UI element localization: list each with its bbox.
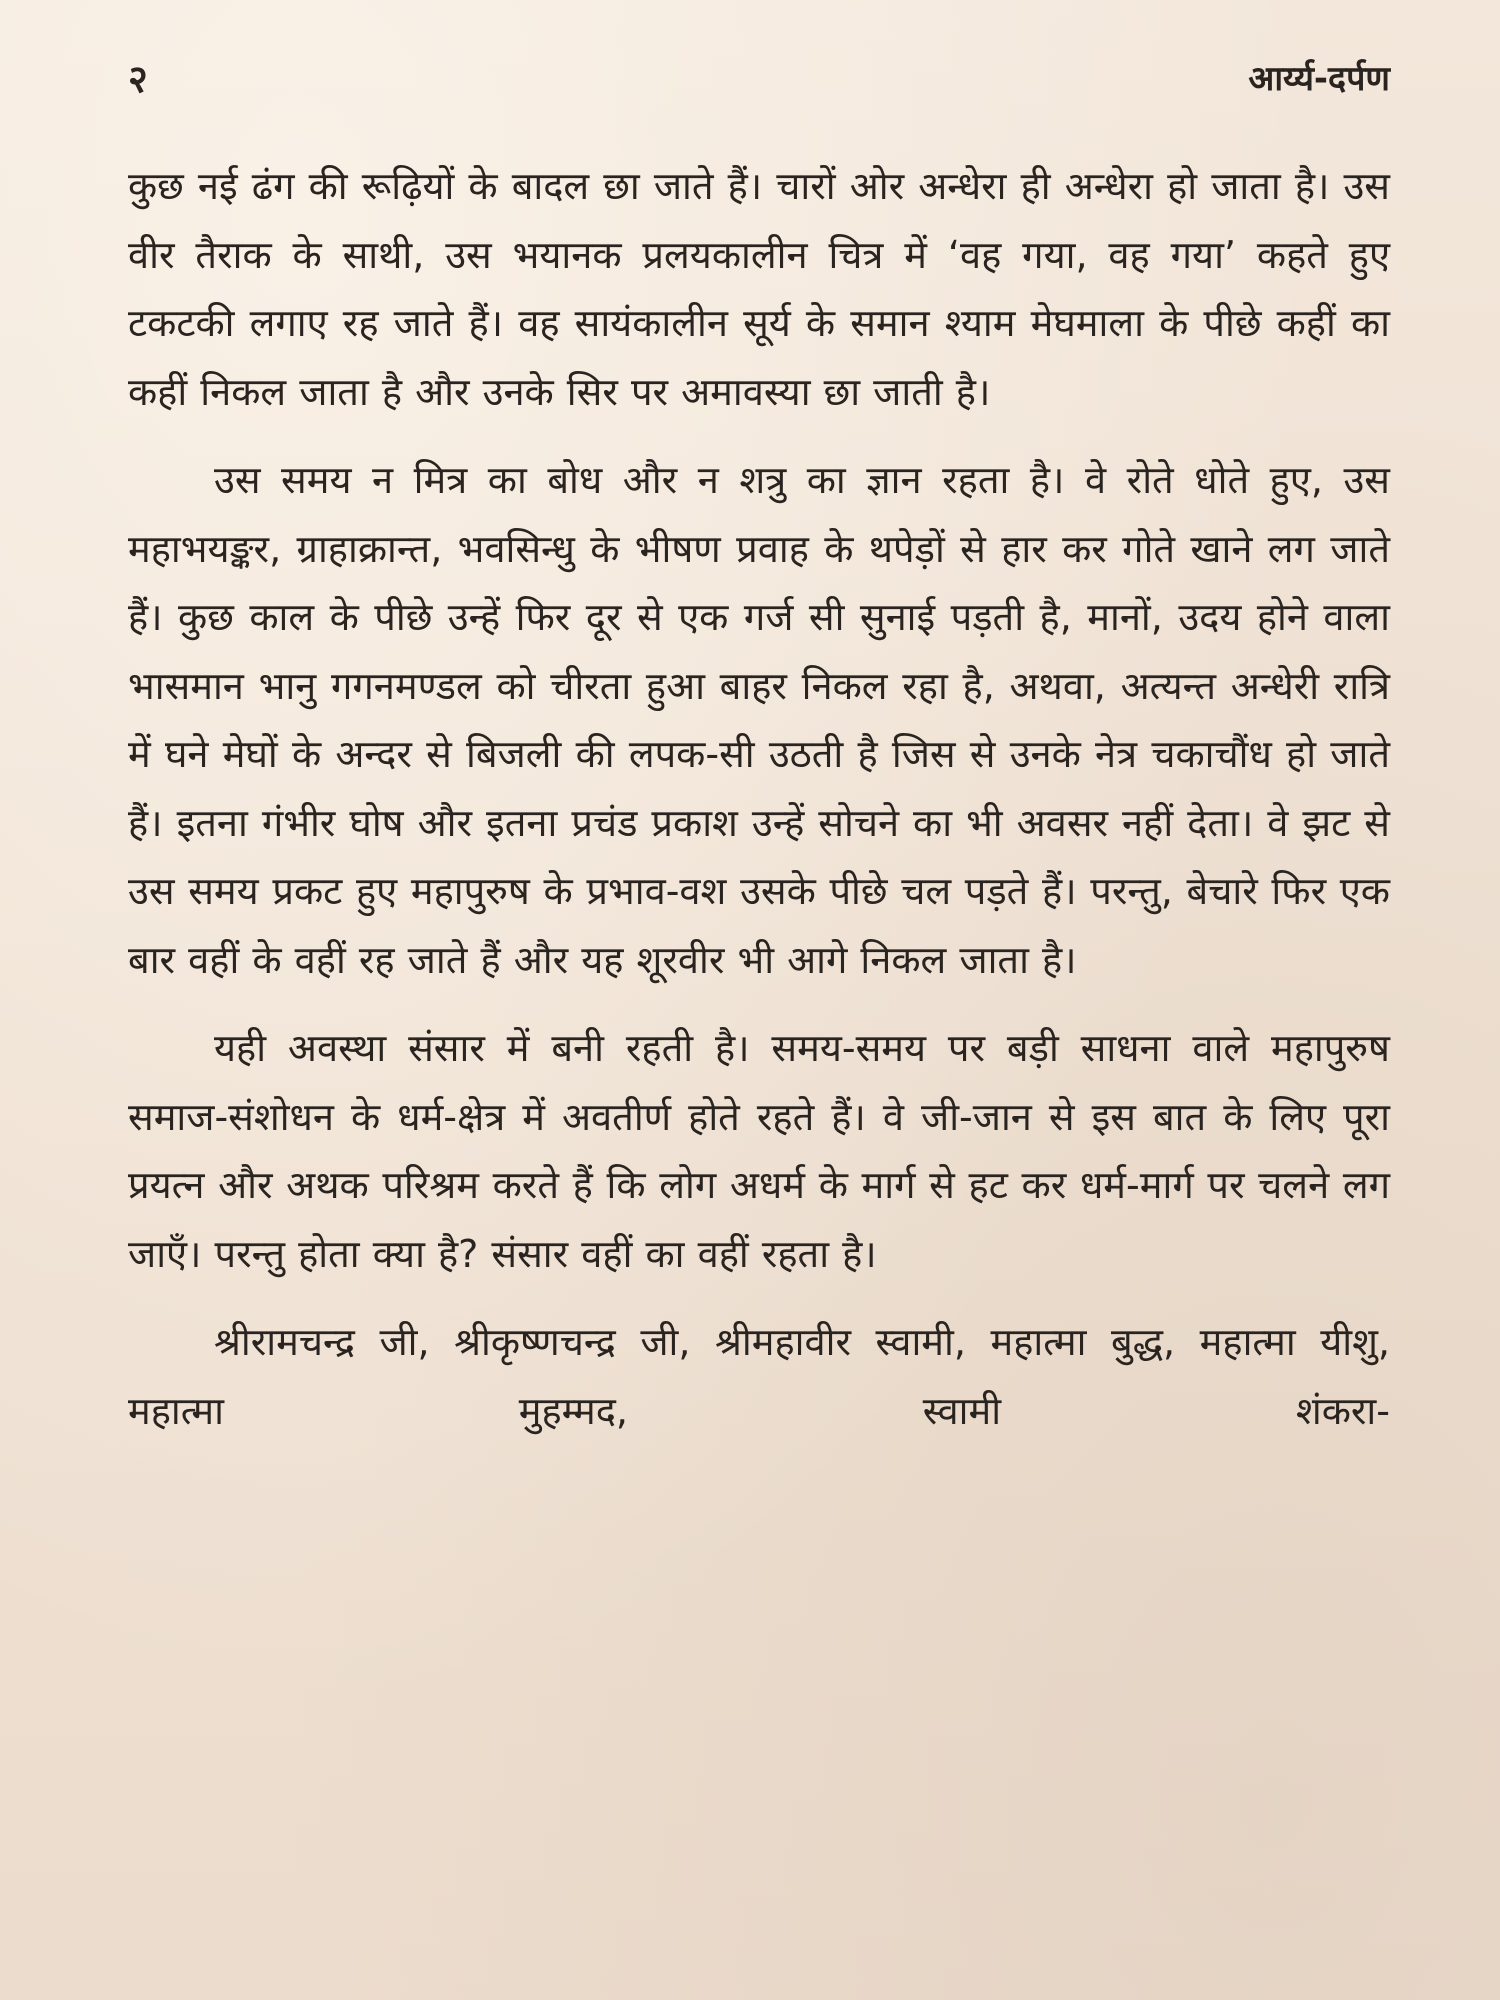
page-number: २: [128, 57, 148, 101]
paragraph-2: उस समय न मित्र का बोध और न शत्रु का ज्ञान रहता है। वे रोते धोते हुए, उस महाभयङ्कर, ग्राहाक्रान्त, भवसिन्धु के भीषण प्रवाह के थपेड़ों से हार कर गोते खाने लग जाते हैं। कुछ काल के पीछे उन्हें फिर दूर से एक गर्ज सी सुनाई पड़ती है, मानों, उदय होने वाला भासमान भानु गगनमण्डल को चीरता हुआ बाहर निकल रहा है, अथवा, अत्यन्त अन्धेरी रात्रि में घने मेघों के अन्दर से बिजली की लपक-सी उठती है जिस से उनके नेत्र चकाचौंध हो जाते हैं। इतना गंभीर घोष और इतना प्रचंड प्रकाश उन्हें सोचने का भी अवसर नहीं देता। वे झट से उस समय प्रकट हुए महापुरुष के प्रभाव-वश उसके पीछे चल पड़ते हैं। परन्तु, बेचारे फिर एक बार वहीं के वहीं रह जाते हैं और यह शूरवीर भी आगे निकल जाता है।: [128, 458, 1390, 982]
running-title: आर्य्य-दर्पण: [1248, 59, 1390, 99]
paragraph-4: श्रीरामचन्द्र जी, श्रीकृष्णचन्द्र जी, श्रीमहावीर स्वामी, महात्मा बुद्ध, महात्मा यीशु, महात्मा मुहम्मद, स्वामी शंकरा-: [128, 1320, 1390, 1433]
paragraph-1: कुछ नई ढंग की रूढ़ियों के बादल छा जाते हैं। चारों ओर अन्धेरा ही अन्धेरा हो जाता है। उस वीर तैराक के साथी, उस भयानक प्रलयकालीन चित्र में ‘वह गया, वह गया’ कहते हुए टकटकी लगाए रह जाते हैं। वह सायंकालीन सूर्य के समान श्याम मेघमाला के पीछे कहीं का कहीं निकल जाता है और उनके सिर पर अमावस्या छा जाती है।: [128, 164, 1390, 414]
page-header: [128, 52, 1390, 102]
body-text: [128, 152, 1390, 1445]
paragraph-3: यही अवस्था संसार में बनी रहती है। समय-समय पर बड़ी साधना वाले महापुरुष समाज-संशोधन के धर्म-क्षेत्र में अवतीर्ण होते रहते हैं। वे जी-जान से इस बात के लिए पूरा प्रयत्न और अथक परिश्रम करते हैं कि लोग अधर्म के मार्ग से हट कर धर्म-मार्ग पर चलने लग जाएँ। परन्तु होता क्या है? संसार वहीं का वहीं रहता है।: [128, 1026, 1390, 1276]
